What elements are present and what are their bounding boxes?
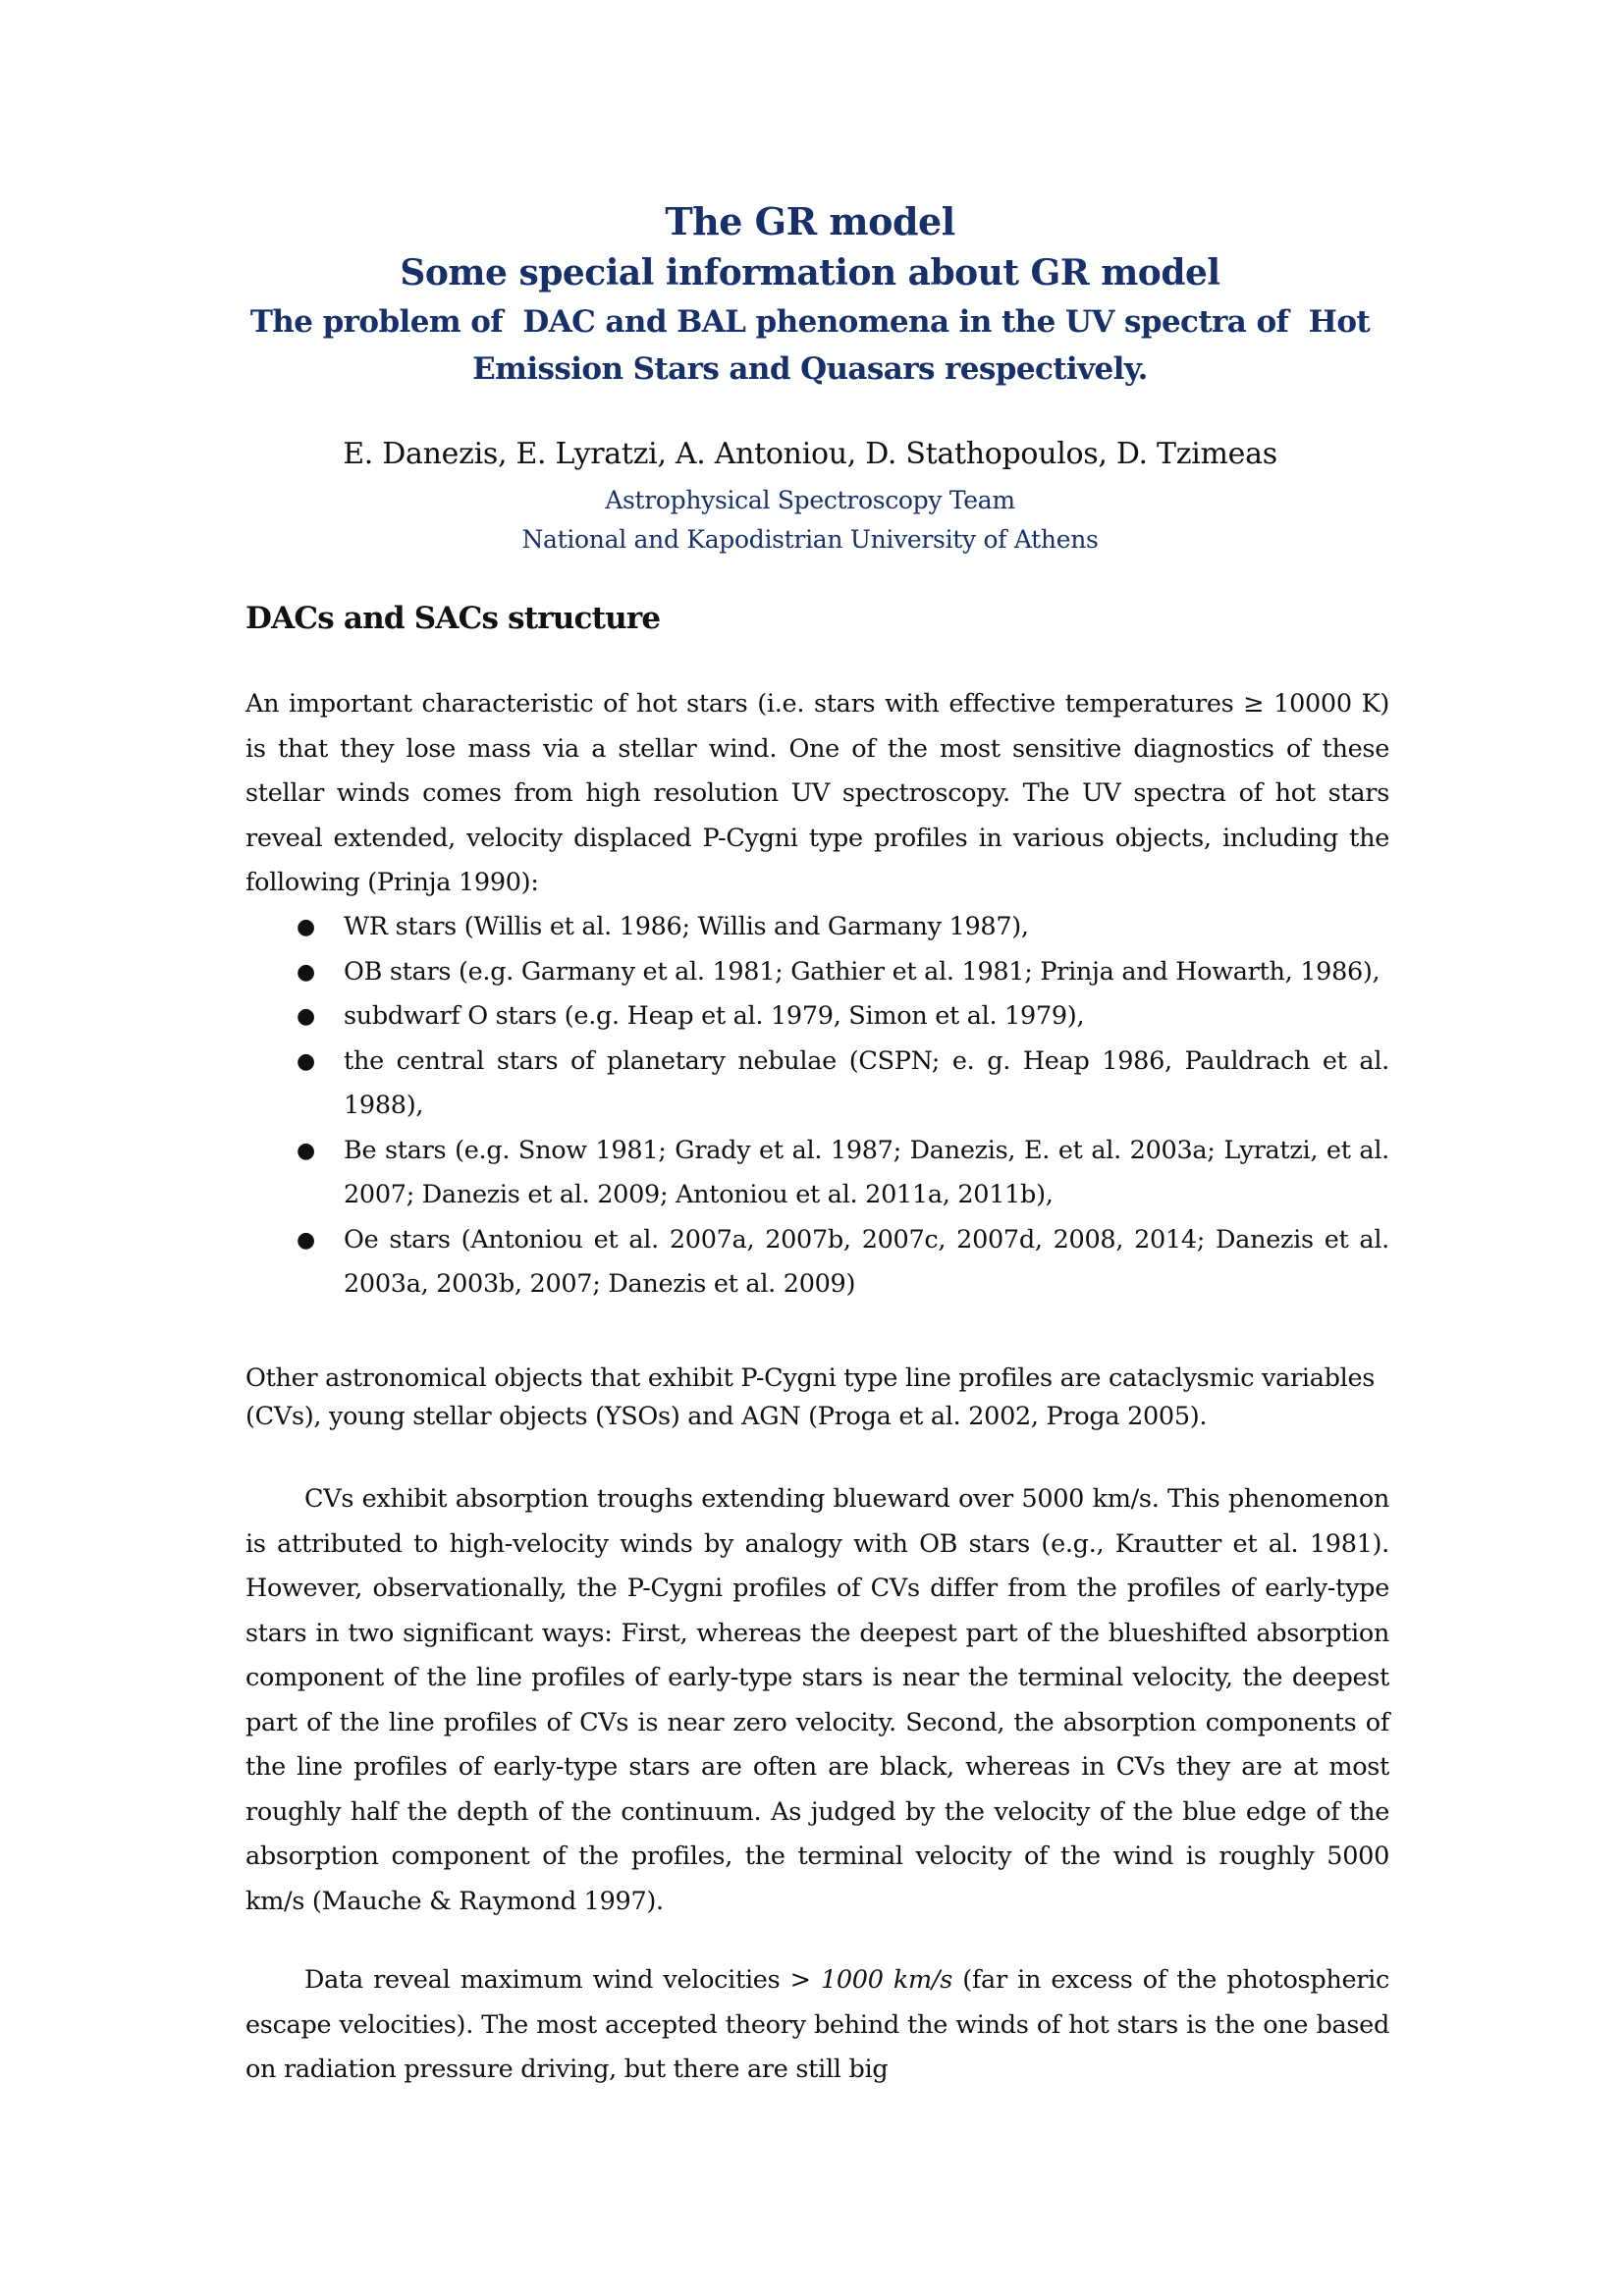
title-subtitle-2a: The problem of DAC and BAL phenomena in the UV spectra of Hot — [249, 304, 1371, 340]
title-subtitle-2b: Emission Stars and Quasars respectively. — [472, 351, 1148, 387]
list-item: ● OB stars (e.g. Garmany et al. 1981; Gathier et al. 1981; Prinja and Howarth, 1986), — [295, 950, 1389, 995]
list-item: ● Oe stars (Antoniou et al. 2007a, 2007b, 2007c, 2007d, 2008, 2014; Danezis et al. 2003a, 2003b, 2007; Danezis et al. 2009) — [295, 1218, 1389, 1308]
title-main: The GR model — [665, 199, 955, 243]
bullet-icon: ● — [297, 959, 315, 985]
title-subtitle: Some special information about GR model — [400, 252, 1220, 294]
object-list — [295, 905, 1389, 1308]
list-item: ● subdwarf O stars (e.g. Heap et al. 1979, Simon et al. 1979), — [295, 994, 1389, 1040]
bullet-icon: ● — [297, 915, 315, 939]
affiliation-university: National and Kapodistrian University of Athens — [521, 525, 1099, 554]
paragraph-cvs: CVs exhibit absorption troughs extending blueward over 5000 km/s. This phenomenon is attributed to high-velocity winds by analogy with OB stars (e.g., Krautter et al. 1981). However, observationally, the P-Cygni profiles of CVs differ from the profiles of early-type stars in two significant ways: First, whereas the deepest part of the blueshifted absorption component of the line profiles of early-type stars is near the terminal velocity, the deepest part of the line profiles of CVs is near zero velocity. Second, the absorption components of the line profiles of early-type stars are often are black, whereas in CVs they are at most roughly half the depth of the continuum. As judged by the velocity of the blue edge of the absorption component of the profiles, the terminal velocity of the wind is roughly 5000 km/s (Mauche & Raymond 1997). — [245, 1484, 1389, 1916]
bullet-icon: ● — [297, 1138, 315, 1163]
list-item: ● the central stars of planetary nebulae (CSPN; e. g. Heap 1986, Pauldrach et al. 1988), — [295, 1040, 1389, 1129]
bullet-icon: ● — [297, 1227, 315, 1253]
bullet-icon: ● — [297, 1004, 315, 1029]
section-heading: DACs and SACs structure — [245, 601, 661, 636]
affiliation-team: Astrophysical Spectroscopy Team — [605, 486, 1015, 514]
list-item: ● WR stars (Willis et al. 1986; Willis and Garmany 1987), — [295, 905, 1389, 950]
title-block — [245, 196, 1375, 393]
affiliation — [245, 481, 1375, 560]
paragraph-wind-velocities: Data reveal maximum wind velocities > 1000 km/s (far in excess of the photospheric escape velocities). The most accepted theory behind the winds of hot stars is the one based on radiation pressure driving, but there are still big — [245, 1965, 1389, 2084]
list-item: ● Be stars (e.g. Snow 1981; Grady et al. 1987; Danezis, E. et al. 2003a; Lyratzi, et al. 2007; Danezis et al. 2009; Antoniou et al. 2011a, 2011b), — [295, 1129, 1389, 1218]
paragraph-other-objects: Other astronomical objects that exhibit P-Cygni type line profiles are cataclysmic variables (CVs), young stellar objects (YSOs) and AGN (Proga et al. 2002, Proga 2005). — [245, 1363, 1376, 1431]
author-list: E. Danezis, E. Lyratzi, A. Antoniou, D. Stathopoulos, D. Tzimeas — [343, 437, 1277, 471]
bullet-icon: ● — [297, 1048, 315, 1074]
paragraph-intro: An important characteristic of hot stars (i.e. stars with effective temperatures ≥ 10000 K) is that they lose mass via a stellar wind. One of the most sensitive diagnostics of these stellar winds comes from high resolution UV spectroscopy. The UV spectra of hot stars reveal extended, velocity displaced P-Cygni type profiles in various objects, including the following (Prinja 1990): — [245, 689, 1389, 897]
math-expression: > 1000 km/s — [789, 1965, 953, 1995]
